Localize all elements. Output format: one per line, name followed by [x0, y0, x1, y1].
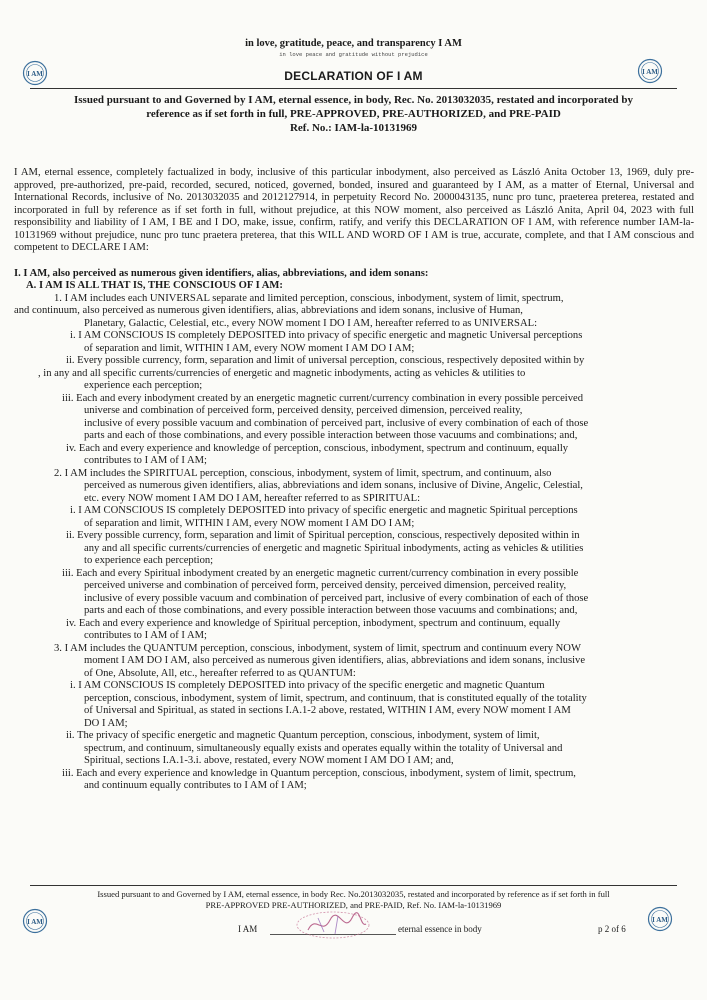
intro-paragraph: I AM, eternal essence, completely factualized in body, inclusive of this particular inbodyment, also perceived as László Anita October 13, 1969, duly pre-approved, pre-authorized, pre-paid, recorded, secured, noticed, governed, bonded, insured and guaranteed by I AM, as a matter of Eternal, Universal and International Records, inclusive of No. 2013032035 and 2012127914, in perpetuity Record No. 2000043135, nunc pro tunc, praeterea preterea, restated and incorporated in full by reference as if set forth in full, without prejudice, at this NOW moment, also perceived as László Anita, April 04, 2023 with full responsibility and liability of I AM, I BE and I DO, make, issue, confirm, ratify, and verify this DECLARATION OF I AM, with reference number IAM-la-10131969 without prejudice, nunc pro tunc praetera preterea, that this WILL AND WORD OF I AM is true, accurate, complete, and that I AM conscious and competent to DECLARE I AM: [14, 167, 694, 253]
clause-line: to experience each perception; [84, 555, 214, 566]
clause-line: etc. every NOW moment I AM DO I AM, hereafter referred to as SPIRITUAL: [84, 492, 421, 504]
reference-number: Ref. No.: IAM-la-10131969 [289, 122, 418, 134]
clause-line: iii. Each and every experience and knowledge in Quantum perception, conscious, inbodyment, system of limit, spectrum, [62, 767, 576, 779]
clause-line: , in any and all specific currents/currencies of energetic and magnetic inbodyments, acting as vehicles & utilities to [38, 367, 526, 379]
clause-line: iii. Each and every inbodyment created by an energetic magnetic current/currency combination in every possible perceived [62, 392, 584, 404]
seal-icon [647, 906, 673, 932]
clause-line: 2. I AM includes the SPIRITUAL perception, conscious, inbodyment, system of limit, spectrum, and continuum, also [54, 467, 552, 479]
clause-line: universe and combination of perceived form, perceived density, perceived dimension, perceived reality, [84, 405, 523, 416]
clause-line: inclusive of every possible vacuum and combination of perceived part, inclusive of every combination of each of those [84, 592, 589, 604]
issued-statement [40, 93, 667, 135]
footer-line: PRE-APPROVED PRE-AUTHORIZED, and PRE-PAID, Ref. No. IAM-la-10131969 [205, 899, 502, 910]
footer-statement [40, 889, 667, 910]
clause-line: 3. I AM includes the QUANTUM perception, conscious, inbodyment, system of limit, spectrum and continuum every NOW [54, 642, 581, 654]
clause-line: iii. Each and every Spiritual inbodyment created by an energetic magnetic current/currency combination in every possible [62, 567, 579, 579]
declaration-sections [14, 268, 694, 793]
issued-line: Issued pursuant to and Governed by I AM, eternal essence, in body, Rec. No. 2013032035, restated and incorporated by [74, 94, 633, 106]
clause-line: of separation and limit, WITHIN I AM, every NOW moment I AM DO I AM; [84, 342, 415, 354]
clause-line: contributes to I AM of I AM; [84, 630, 207, 641]
clause-line: i. I AM CONSCIOUS IS completely DEPOSITED into privacy of the specific energetic and magnetic Quantum [70, 680, 545, 691]
clause-line: i. I AM CONSCIOUS IS completely DEPOSITED into privacy of specific energetic and magnetic Spiritual perceptions [70, 505, 578, 516]
issued-line: reference as if set forth in full, PRE-APPROVED, PRE-AUTHORIZED, and PRE-PAID [146, 108, 561, 120]
header-divider [30, 88, 677, 89]
section-heading: I. I AM, also perceived as numerous given identifiers, alias, abbreviations, and idem sonans: [14, 267, 429, 279]
footer-eternal-essence: eternal essence in body [398, 924, 482, 934]
clause-line: inclusive of every possible vacuum and combination of perceived part, inclusive of every combination of each of those [84, 417, 589, 429]
clause-line: of One, Absolute, All, etc., hereafter referred to as QUANTUM: [84, 667, 356, 679]
clause-line: i. I AM CONSCIOUS IS completely DEPOSITED into privacy of specific energetic and magnetic Universal perceptions [70, 330, 583, 341]
clause-line: perceived as numerous given identifiers, alias, abbreviations and idem sonans, inclusive of Divine, Angelic, Celestial, [84, 480, 583, 491]
clause-line: spectrum, and continuum, simultaneously equally exists and operates equally within the totality of Universal and [84, 742, 563, 754]
svg-text:I AM: I AM [642, 68, 658, 76]
clause-line: 1. I AM includes each UNIVERSAL separate and limited perception, conscious, inbodyment, system of limit, spectrum, [54, 292, 564, 304]
clause-line: contributes to I AM of I AM; [84, 455, 207, 466]
page-title: DECLARATION OF I AM [284, 69, 423, 83]
svg-text:I AM: I AM [27, 70, 43, 78]
seal-icon [22, 908, 48, 934]
footer-line: Issued pursuant to and Governed by I AM, eternal essence, in body Rec. No.2013032035, restated and incorporated by reference as if set forth in full [97, 889, 610, 899]
clause-line: iv. Each and every experience and knowledge of perception, conscious, inbodyment, spectrum and continuum, equally [66, 442, 569, 454]
clause-line: and continuum equally contributes to I AM of I AM; [84, 780, 307, 791]
clause-line: ii. Every possible currency, form, separation and limit of universal perception, conscious, respectively deposited within by [66, 355, 585, 366]
signature-stamp-icon [288, 908, 378, 942]
header-tagline: in love, gratitude, peace, and transparency I AM [245, 38, 462, 49]
clause-line: experience each perception; [84, 380, 203, 391]
clause-line: Planetary, Galactic, Celestial, etc., every NOW moment I DO I AM, hereafter referred to as UNIVERSAL: [84, 317, 538, 329]
page-number: p 2 of 6 [598, 924, 626, 934]
clause-line: DO I AM; [84, 717, 128, 729]
clause-line: iv. Each and every experience and knowledge of Spiritual perception, inbodyment, spectrum and continuum, equally [66, 617, 561, 629]
clause-line: Spiritual, sections I.A.1-3.i. above, restated, every NOW moment I AM DO I AM; and, [84, 755, 454, 766]
clause-line: and continuum, also perceived as numerous given identifiers, alias, abbreviations and idem sonans, inclusive of Human, [14, 305, 523, 316]
svg-text:I AM: I AM [27, 918, 43, 926]
clause-line: ii. Every possible currency, form, separation and limit of Spiritual perception, conscious, respectively deposited within in [66, 530, 580, 541]
clause-line: of Universal and Spiritual, as stated in sections I.A.1-2 above, restated, WITHIN I AM, every NOW moment I AM [84, 705, 571, 716]
clause-line: perception, conscious, inbodyment, system of limit, spectrum, and continuum, that is constituted equally of the totality [84, 692, 587, 704]
document-body [14, 167, 694, 793]
svg-text:I AM: I AM [652, 916, 668, 924]
section-heading: A. I AM IS ALL THAT IS, THE CONSCIOUS OF I AM: [26, 280, 283, 291]
clause-line: perceived universe and combination of perceived form, perceived density, perceived dimension, perceived reality, [84, 580, 567, 591]
clause-line: parts and each of those combinations, and every possible interaction between those vacuums and combinations; and, [84, 605, 578, 616]
footer-i-am: I AM [238, 924, 258, 934]
clause-line: any and all specific currents/currencies of energetic and magnetic Spiritual inbodyments, acting as vehicles & utilities [84, 542, 584, 554]
header-subline: in love peace and gratitude without prejudice [279, 51, 428, 58]
clause-line: moment I AM DO I AM, also perceived as numerous given identifiers, alias, abbreviations and idem sonans, inclusive [84, 655, 586, 666]
footer-divider [30, 885, 677, 886]
clause-line: parts and each of those combinations, and every possible interaction between those vacuums and combinations; and, [84, 430, 578, 441]
clause-line: of separation and limit, WITHIN I AM, every NOW moment I AM DO I AM; [84, 517, 415, 529]
clause-line: ii. The privacy of specific energetic and magnetic Quantum perception, conscious, inbodyment, system of limit, [66, 730, 540, 741]
